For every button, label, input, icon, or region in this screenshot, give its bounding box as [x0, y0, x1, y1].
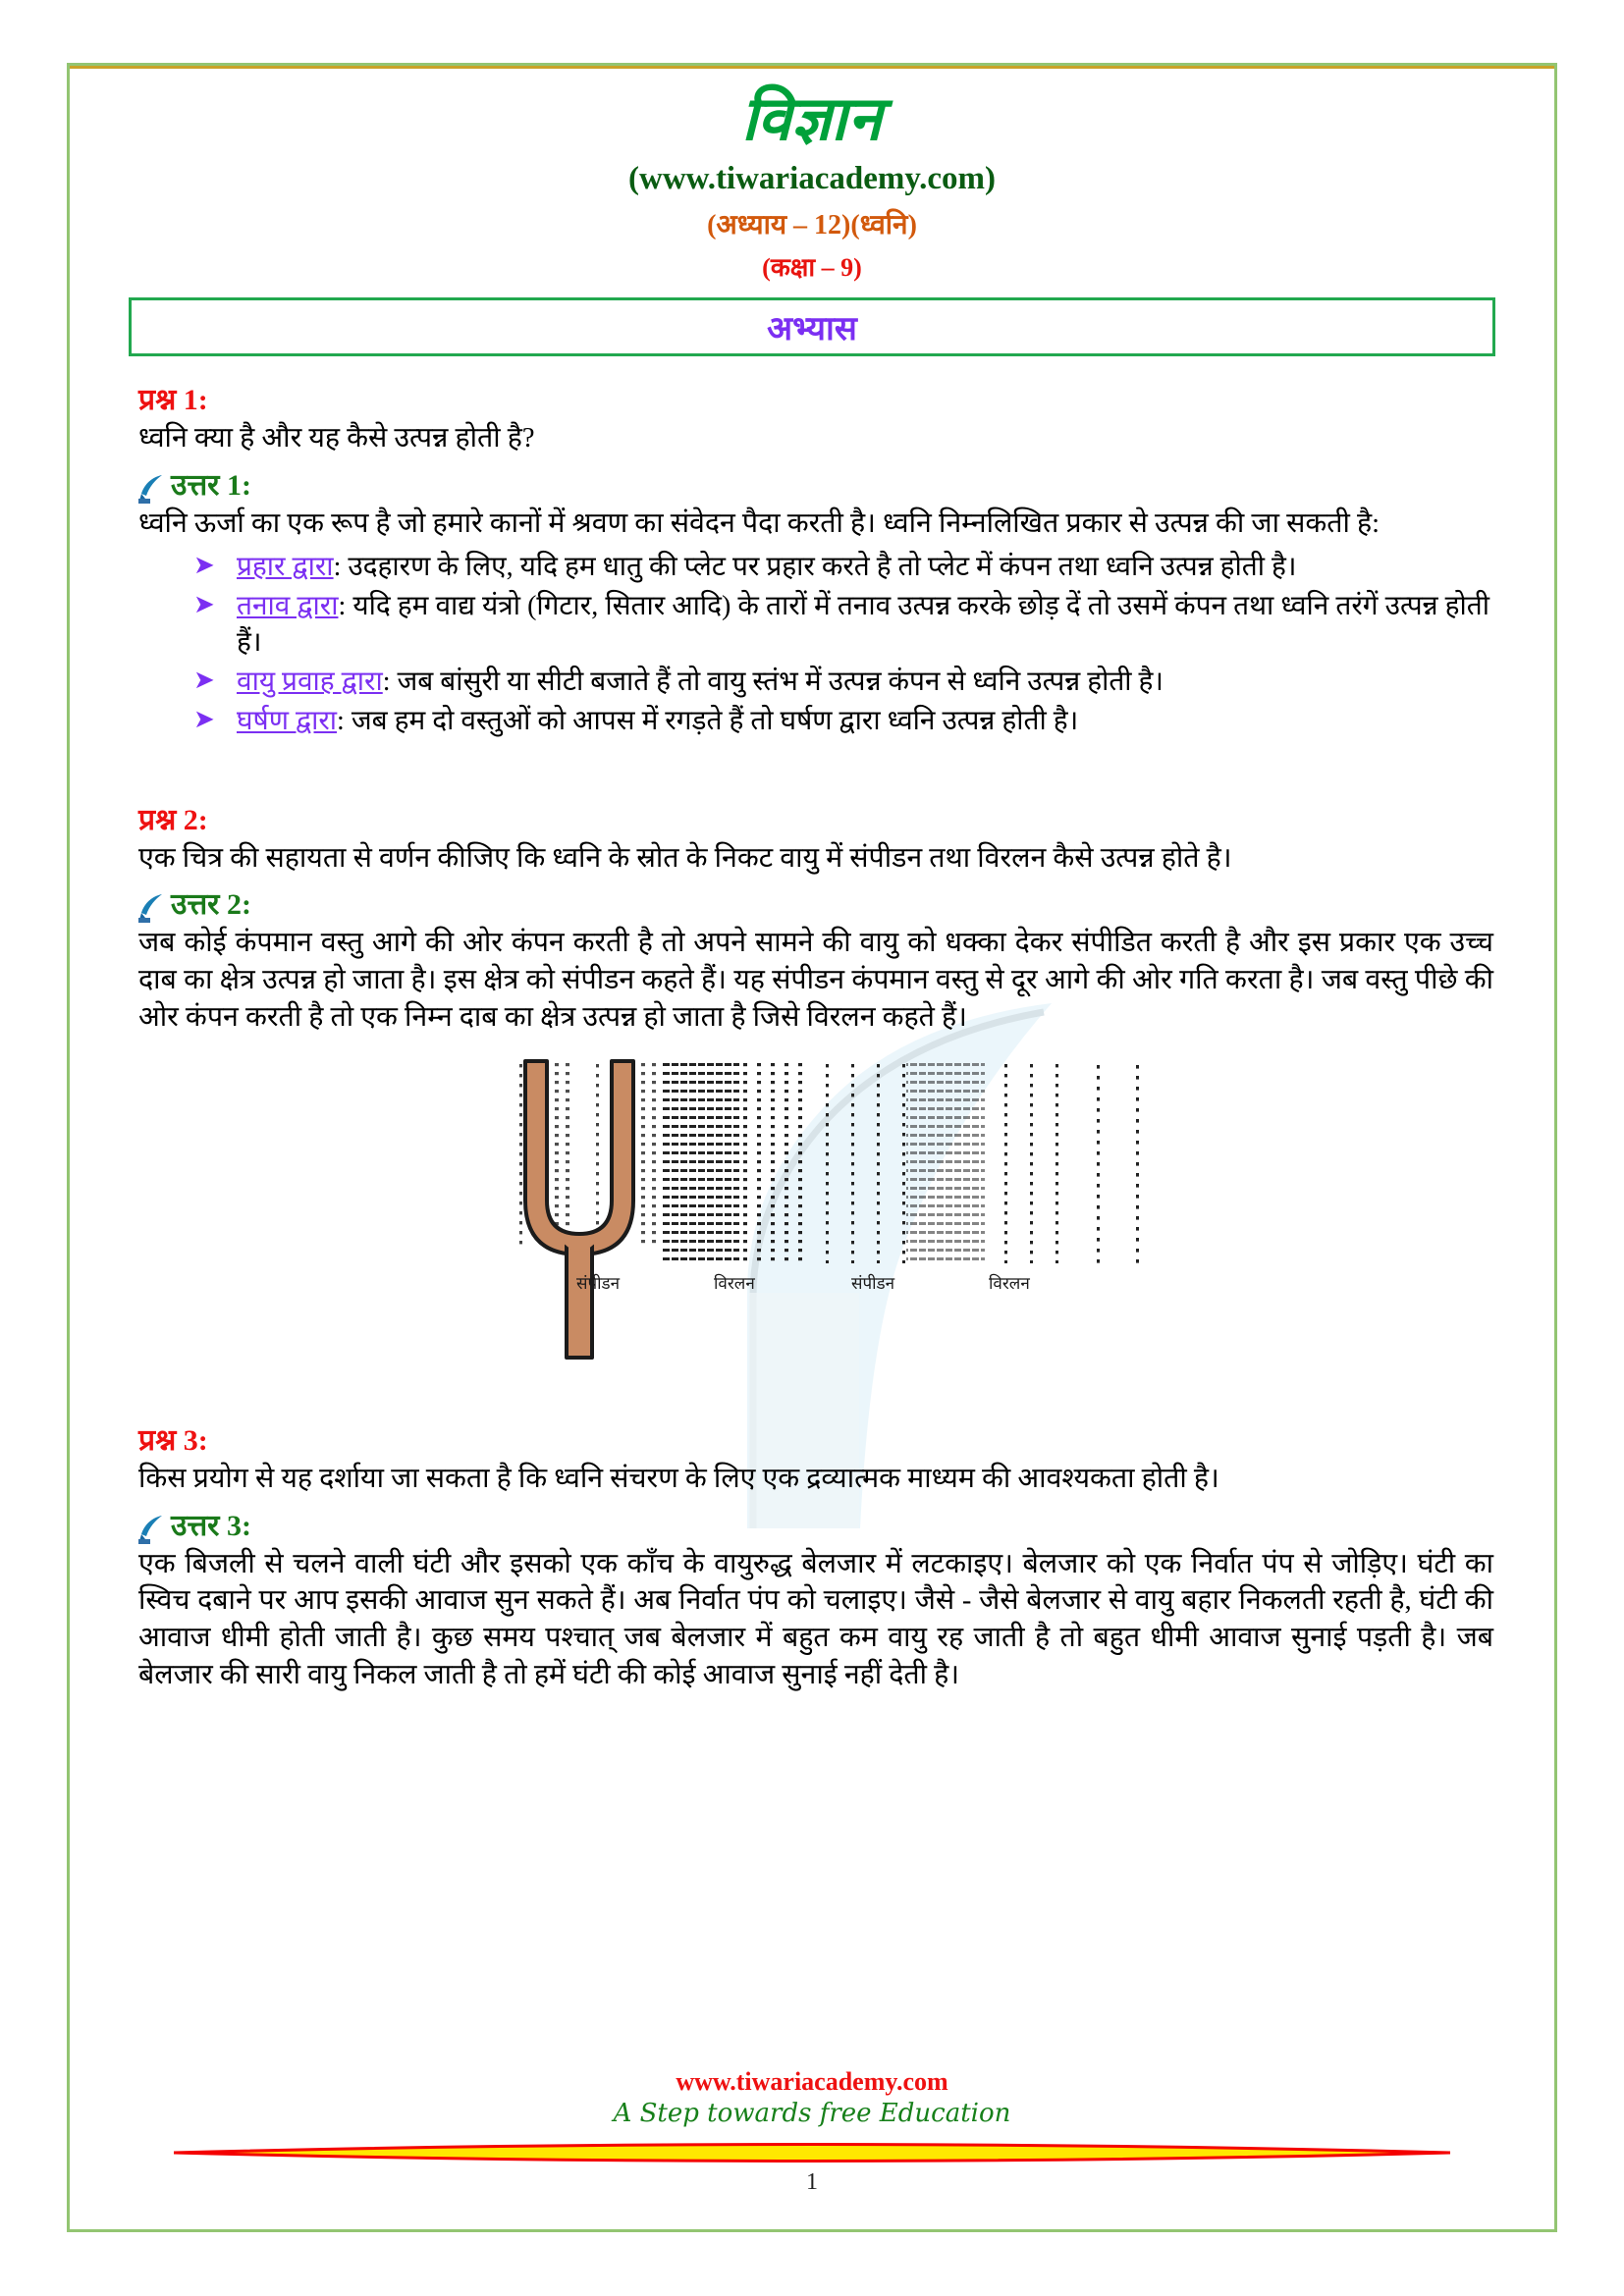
arrow-bullet-icon: ➤: [193, 550, 215, 579]
bullet-keyword: वायु प्रवाह द्वारा: [237, 667, 383, 698]
quill-icon: [138, 474, 164, 504]
answer-1-label: उत्तर 1:: [171, 468, 251, 502]
bullet-text: : उदहारण के लिए, यदि हम धातु की प्लेट पर प्रहार करते है तो प्लेट में कंपन तथा ध्वनि उत्पन्न होती है।: [333, 551, 1297, 582]
bullet-keyword: तनाव द्वारा: [237, 590, 339, 621]
subject-title: विज्ञान: [741, 82, 883, 154]
bullet-text: : यदि हम वाद्य यंत्रो (गिटार, सितार आदि) के तारों में तनाव उत्पन्न करके छोड़ दें तो उसमें कंपन तथा ध्वनि तरंगें उत्पन्न होती हैं।: [237, 590, 1489, 658]
content-area: [125, 356, 1499, 1693]
exercise-banner: [129, 297, 1495, 356]
site-link[interactable]: (www.tiwariacademy.com): [628, 161, 996, 197]
question-2-text: एक चित्र की सहायता से वर्णन कीजिए कि ध्वनि के स्रोत के निकट वायु में संपीडन तथा विरलन कैसे उत्पन्न होते है।: [138, 842, 1232, 874]
answer-2-text: जब कोई कंपमान वस्तु आगे की ओर कंपन करती है तो अपने सामने की वायु को धक्का देकर संपीडित करती है और इस प्रकार एक उच्च दाब का क्षेत्र उत्पन्न हो जाता है। इस क्षेत्र को संपीडन कहते हैं। यह संपीडन कंपमान वस्तु से दूर आगे की ओर गति करता है। जब वस्तु पीछे की ओर कंपन करती है तो एक निम्न दाब का क्षेत्र उत्पन्न हो जाता है जिसे विरलन कहते हैं।: [138, 928, 1493, 1033]
footer-tagline: A Step towards free Education: [613, 2099, 1011, 2128]
figure-label-compression-2: संपीडन: [851, 1274, 895, 1294]
tuning-fork-figure: [468, 1053, 1156, 1377]
chapter-line: (अध्याय – 12)(ध्वनि): [707, 210, 917, 241]
footer-url[interactable]: www.tiwariacademy.com: [676, 2067, 948, 2096]
question-2-label: प्रश्न 2:: [138, 803, 208, 836]
arrow-bullet-icon: ➤: [193, 589, 215, 618]
tuning-fork-diagram: [468, 1053, 1156, 1377]
document-header: [125, 66, 1499, 284]
answer-1-bullet-list: [125, 549, 1499, 740]
bullet-text: : जब हम दो वस्तुओं को आपस में रगड़ते हैं तो घर्षण द्वारा ध्वनि उत्पन्न होती है।: [337, 706, 1079, 737]
bullet-keyword: प्रहार द्वारा: [237, 551, 334, 582]
page-number: 1: [806, 2169, 818, 2195]
bullet-text: : जब बांसुरी या सीटी बजाते हैं तो वायु स्तंभ में उत्पन्न कंपन से ध्वनि उत्पन्न होती है।: [382, 667, 1164, 698]
answer-3-label-row: [138, 1504, 1499, 1544]
arrow-bullet-icon: ➤: [193, 705, 215, 734]
document-page: [67, 63, 1557, 2232]
document-footer: [70, 2067, 1554, 2196]
list-item: [193, 703, 1489, 739]
answer-2-label-row: [138, 882, 1499, 923]
exercise-label: अभ्यास: [767, 311, 857, 348]
answer-1-intro: ध्वनि ऊर्जा का एक रूप है जो हमारे कानों में श्रवण का संवेदन पैदा करती है। ध्वनि निम्नलिखित प्रकार से उत्पन्न की जा सकती है:: [138, 507, 1380, 539]
figure-label-compression-1: संपीडन: [576, 1274, 621, 1294]
quill-icon: [138, 1515, 164, 1544]
answer-3-text: एक बिजली से चलने वाली घंटी और इसको एक काँच के वायुरुद्ध बेलजार में लटकाइए। बेलजार को एक निर्वात पंप से जोड़िए। घंटी का स्विच दबाने पर आप इसकी आवाज सुन सकते हैं। अब निर्वात पंप को चलाइए। जैसे - जैसे बेलजार से वायु बहार निकलती रहती है, घंटी की आवाज धीमी होती जाती है। कुछ समय पश्चात् जब बेलजार में बहुत कम वायु रह जाती है तो बहुत धीमी आवाज सुनाई पड़ती है। जब बेलजार की सारी वायु निकल जाती है तो हमें घंटी की कोई आवाज सुनाई नहीं देती है।: [138, 1548, 1493, 1690]
list-item: [193, 664, 1489, 700]
question-1-text: ध्वनि क्या है और यह कैसे उत्पन्न होती है?: [138, 423, 535, 454]
quill-icon: [138, 893, 164, 923]
question-3-text: किस प्रयोग से यह दर्शाया जा सकता है कि ध्वनि संचरण के लिए एक द्रव्यात्मक माध्यम की आवश्यकता होती है।: [138, 1464, 1219, 1495]
footer-divider: [174, 2142, 1450, 2163]
list-item: [193, 549, 1489, 585]
class-line: (कक्षा – 9): [762, 253, 862, 283]
list-item: [193, 588, 1489, 661]
bullet-keyword: घर्षण द्वारा: [237, 706, 338, 737]
figure-labels: [576, 1271, 1126, 1294]
question-3-label: प्रश्न 3:: [138, 1424, 208, 1458]
answer-3-label: उत्तर 3:: [171, 1509, 251, 1542]
figure-label-rarefaction-1: विरलन: [714, 1274, 755, 1294]
figure-label-rarefaction-2: विरलन: [989, 1274, 1030, 1294]
question-1-label: प्रश्न 1:: [138, 384, 208, 417]
arrow-bullet-icon: ➤: [193, 666, 215, 695]
answer-1-label-row: [138, 463, 1499, 504]
answer-2-label: उत्तर 2:: [171, 888, 251, 922]
